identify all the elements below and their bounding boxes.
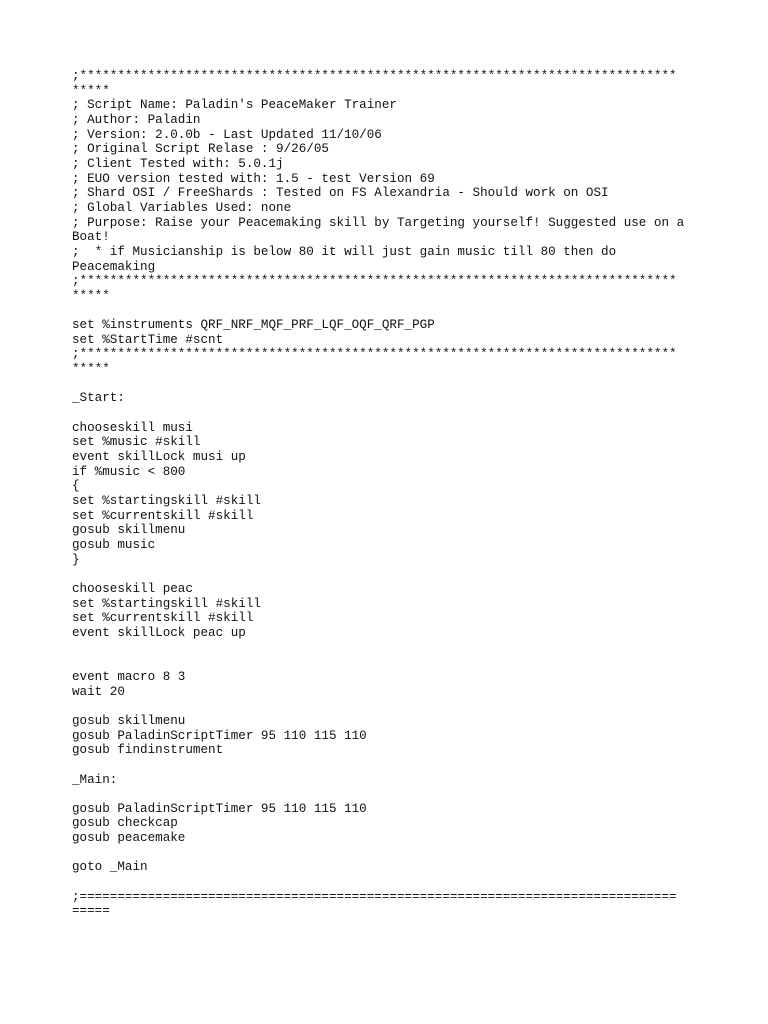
code-line: event skillLock peac up xyxy=(72,625,246,640)
code-line: ; EUO version tested with: 1.5 - test Version 69 xyxy=(72,171,435,186)
code-line: ;******************************************************************************* xyxy=(72,274,677,289)
code-line: chooseskill musi xyxy=(72,420,193,435)
code-line: gosub peacemake xyxy=(72,831,186,846)
code-line: set %currentskill #skill xyxy=(72,611,254,626)
code-line: event macro 8 3 xyxy=(72,669,186,684)
script-text xyxy=(72,69,700,919)
code-line: ; Global Variables Used: none xyxy=(72,200,292,215)
code-line: gosub skillmenu xyxy=(72,713,186,728)
code-line: _Main: xyxy=(72,772,118,787)
code-line: gosub PaladinScriptTimer 95 110 115 110 xyxy=(72,728,367,743)
code-line: chooseskill peac xyxy=(72,581,193,596)
code-line: ; Author: Paladin xyxy=(72,112,201,127)
code-line: Peacemaking xyxy=(72,259,156,274)
code-line: set %startingskill #skill xyxy=(72,596,261,611)
code-line: Boat! xyxy=(72,230,110,245)
code-line: set %startingskill #skill xyxy=(72,494,261,509)
code-line: gosub checkcap xyxy=(72,816,178,831)
code-line: ; Purpose: Raise your Peacemaking skill by Targeting yourself! Suggested use on a xyxy=(72,215,685,230)
code-line: ; Script Name: Paladin's PeaceMaker Trainer xyxy=(72,98,397,113)
code-line: gosub skillmenu xyxy=(72,523,186,538)
code-line: event skillLock musi up xyxy=(72,450,246,465)
code-line: ;=============================================================================== xyxy=(72,889,677,904)
code-line: ***** xyxy=(72,83,110,98)
document-page xyxy=(72,69,700,919)
code-line: } xyxy=(72,552,80,567)
code-line: ; Original Script Relase : 9/26/05 xyxy=(72,142,329,157)
code-line: wait 20 xyxy=(72,684,125,699)
code-line: if %music < 800 xyxy=(72,464,186,479)
code-line: goto _Main xyxy=(72,860,148,875)
code-line: _Start: xyxy=(72,391,125,406)
code-line: gosub PaladinScriptTimer 95 110 115 110 xyxy=(72,801,367,816)
code-line: ;******************************************************************************* xyxy=(72,69,677,83)
code-line: ===== xyxy=(72,904,110,919)
code-line: gosub findinstrument xyxy=(72,743,224,758)
code-line: ; Client Tested with: 5.0.1j xyxy=(72,156,284,171)
code-line: ***** xyxy=(72,288,110,303)
code-line: ;******************************************************************************* xyxy=(72,347,677,362)
code-line: ; Shard OSI / FreeShards : Tested on FS Alexandria - Should work on OSI xyxy=(72,186,609,201)
code-line: gosub music xyxy=(72,538,156,552)
code-line: set %music #skill xyxy=(72,435,201,450)
code-line: set %StartTime #scnt xyxy=(72,332,224,347)
code-line: set %instruments QRF_NRF_MQF_PRF_LQF_OQF_QRF_PGP xyxy=(72,318,435,333)
code-line: ; Version: 2.0.0b - Last Updated 11/10/06 xyxy=(72,127,382,142)
code-line: ; * if Musicianship is below 80 it will just gain music till 80 then do xyxy=(72,244,617,259)
code-line: ***** xyxy=(72,362,110,377)
code-line: { xyxy=(72,479,80,494)
code-line: set %currentskill #skill xyxy=(72,508,254,523)
